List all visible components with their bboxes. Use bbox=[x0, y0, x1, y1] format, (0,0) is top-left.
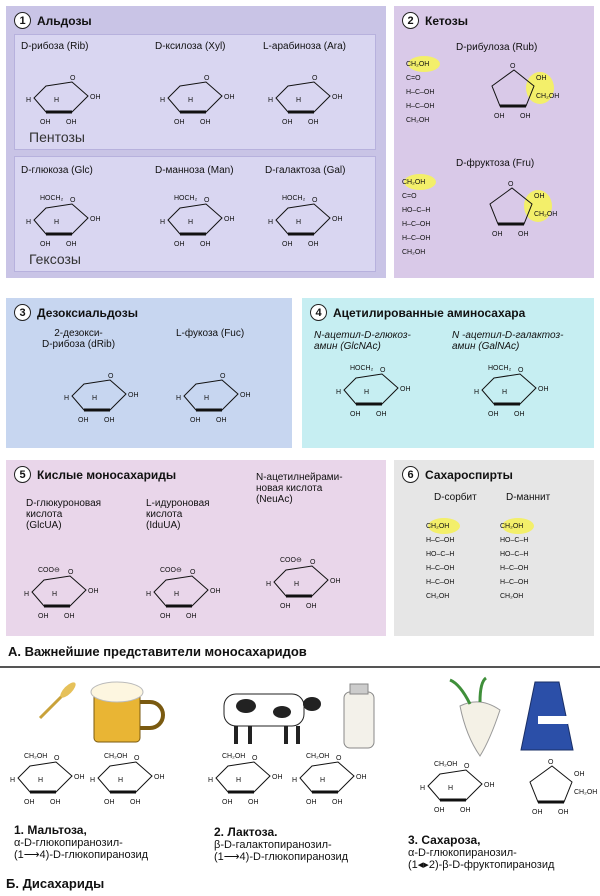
h-atom: H bbox=[420, 785, 426, 792]
oh-group: OH bbox=[64, 613, 75, 620]
oh-group: OH bbox=[200, 119, 211, 126]
h-atom: H bbox=[268, 97, 274, 104]
oh-group: OH bbox=[356, 774, 367, 781]
pentose-structure-1 bbox=[160, 72, 240, 132]
hexose-structure-0 bbox=[26, 194, 106, 254]
oh-group: OH bbox=[128, 392, 139, 399]
ch2oh-group: CH₂OH bbox=[574, 789, 598, 796]
ring bbox=[18, 762, 72, 792]
number-badge: 1 bbox=[14, 12, 31, 29]
oh-group: OH bbox=[434, 807, 445, 814]
neuac-structure bbox=[266, 556, 346, 616]
h-atom: H bbox=[26, 97, 32, 104]
iduua-label: L-идуроновая кислота (IduUA) bbox=[146, 498, 210, 531]
h-atom: H bbox=[208, 777, 214, 784]
number-badge: 6 bbox=[402, 466, 419, 483]
chain-row: CH₂OH bbox=[500, 523, 524, 530]
panel-title: Дезоксиальдозы bbox=[37, 305, 138, 320]
ring bbox=[32, 576, 86, 606]
ring bbox=[300, 762, 354, 792]
lactose-name bbox=[214, 826, 348, 863]
oh-group: OH bbox=[174, 241, 185, 248]
ch2oh-group: HOCH₂ bbox=[282, 195, 306, 202]
ring-oxygen: O bbox=[134, 755, 140, 762]
oh-group: OH bbox=[216, 417, 227, 424]
chain-row: H–C–OH bbox=[426, 565, 455, 572]
ring-oxygen: O bbox=[510, 63, 516, 70]
number-badge: 3 bbox=[14, 304, 31, 321]
oh-group: OH bbox=[532, 809, 543, 816]
ribose-label: D-рибоза (Rib) bbox=[21, 41, 89, 52]
h-atom: H bbox=[188, 97, 194, 104]
mannitol-chain bbox=[496, 520, 556, 630]
oh-group: OH bbox=[514, 411, 525, 418]
chain-row: H–C–OH bbox=[426, 537, 455, 544]
neuac-label: N-ацетилнейрами- новая кислота (NeuAc) bbox=[256, 472, 343, 505]
fucose-structure bbox=[176, 370, 256, 430]
h-atom: H bbox=[26, 219, 32, 226]
oh-group: OH bbox=[104, 799, 115, 806]
deoxyribose-label: 2-дезокси- D-рибоза (dRib) bbox=[42, 328, 116, 350]
pentose-structure-2 bbox=[268, 72, 348, 132]
sucrose-desc: α-D-глюкопиранозил- (1◂▸2)-β-D-фруктопиранозид bbox=[408, 847, 555, 871]
oh-group: OH bbox=[90, 94, 101, 101]
ring bbox=[482, 374, 536, 404]
h-atom: H bbox=[204, 395, 210, 402]
h-atom: H bbox=[364, 389, 370, 396]
h-atom: H bbox=[54, 219, 60, 226]
oh-group: OH bbox=[50, 799, 61, 806]
oh-group: OH bbox=[330, 578, 341, 585]
mannitol-label: D-маннит bbox=[506, 492, 551, 503]
h-atom: H bbox=[52, 591, 58, 598]
beer-mug-icon bbox=[91, 682, 163, 742]
maltose-name bbox=[14, 824, 148, 861]
oh-group: OH bbox=[224, 94, 235, 101]
panel-title: Альдозы bbox=[37, 13, 92, 28]
lactose-ring-1 bbox=[208, 752, 288, 812]
lactose-ring-2 bbox=[292, 752, 372, 812]
glcua-label: D-глюкуроновая кислота (GlcUA) bbox=[26, 498, 102, 531]
number-badge: 5 bbox=[14, 466, 31, 483]
chain-row: H–C–OH bbox=[500, 565, 529, 572]
oh-group: OH bbox=[74, 774, 85, 781]
oh-group: OH bbox=[40, 241, 51, 248]
ring bbox=[184, 380, 238, 410]
glcua-structure bbox=[24, 566, 104, 626]
oh-group: OH bbox=[66, 119, 77, 126]
chain-row: H–C–OH bbox=[426, 579, 455, 586]
ring-oxygen: O bbox=[70, 75, 76, 82]
h-atom: H bbox=[160, 219, 166, 226]
chain-row: HO–C–H bbox=[500, 537, 529, 544]
sugar-beet-icon bbox=[450, 678, 500, 756]
ch2oh-group: CH₂OH bbox=[24, 753, 48, 760]
panel-title: Кетозы bbox=[425, 13, 468, 28]
panel-title: Сахароспирты bbox=[425, 467, 513, 482]
oh-group: OH bbox=[174, 119, 185, 126]
ring-oxygen: O bbox=[508, 181, 514, 188]
hexose-structure-2 bbox=[268, 194, 348, 254]
chain-row: C=O bbox=[406, 75, 421, 82]
oh-group: OH bbox=[538, 386, 549, 393]
oh-group: OH bbox=[574, 771, 585, 778]
glucose-label: D-глюкоза (Glc) bbox=[21, 165, 93, 176]
ring bbox=[34, 204, 88, 234]
h-atom: H bbox=[176, 395, 182, 402]
ring-oxygen: O bbox=[220, 373, 226, 380]
ribulose-label: D-рибулоза (Rub) bbox=[456, 42, 538, 53]
ch2oh-group: CH₂OH bbox=[536, 93, 560, 100]
h-atom: H bbox=[296, 97, 302, 104]
lactose-illustration bbox=[216, 682, 386, 752]
h-atom: H bbox=[268, 219, 274, 226]
hexoses-label: Гексозы bbox=[29, 251, 81, 267]
deoxy-title bbox=[14, 304, 138, 321]
h-atom: H bbox=[236, 777, 242, 784]
chain-row: HO–C–H bbox=[500, 551, 529, 558]
ring-oxygen: O bbox=[548, 759, 554, 766]
pentoses-label: Пентозы bbox=[29, 129, 85, 145]
divider bbox=[0, 666, 600, 668]
ch2oh-group: CH₂OH bbox=[534, 211, 558, 218]
oh-group: OH bbox=[350, 411, 361, 418]
h-atom: H bbox=[92, 395, 98, 402]
fructose-ring bbox=[476, 180, 556, 240]
oh-group: OH bbox=[534, 193, 545, 200]
arabinose-label: L-арабиноза (Ara) bbox=[263, 41, 347, 52]
glcnac-label: N-ацетил-D-глюкоз- амин (GlcNAc) bbox=[314, 330, 411, 352]
xylose-label: D-ксилоза (Xyl) bbox=[155, 41, 226, 52]
h-atom: H bbox=[266, 581, 272, 588]
oh-group: OH bbox=[38, 613, 49, 620]
ring-oxygen: O bbox=[312, 75, 318, 82]
oh-group: OH bbox=[88, 588, 99, 595]
sucrose-title: 3. Сахароза, bbox=[408, 833, 481, 847]
chain-row: C=O bbox=[402, 193, 417, 200]
ring bbox=[34, 82, 88, 112]
section-b-caption: Б. Дисахариды bbox=[6, 876, 105, 891]
ring-oxygen: O bbox=[312, 197, 318, 204]
chain-row: CH₂OH bbox=[426, 523, 450, 530]
pentose-structure-0 bbox=[26, 72, 106, 132]
oh-group: OH bbox=[488, 411, 499, 418]
chain-row: CH₂OH bbox=[406, 61, 430, 68]
milk-bottle-icon bbox=[344, 684, 374, 748]
ring-oxygen: O bbox=[310, 559, 316, 566]
chain-row: CH₂OH bbox=[402, 249, 426, 256]
oh-group: OH bbox=[160, 613, 171, 620]
h-atom: H bbox=[292, 777, 298, 784]
acidic-title bbox=[14, 466, 176, 483]
chain-row: HO–C–H bbox=[426, 551, 455, 558]
ring bbox=[168, 82, 222, 112]
chain-row: H–C–OH bbox=[402, 221, 431, 228]
ch2oh-group: HOCH₂ bbox=[40, 195, 64, 202]
sorbitol-label: D-сорбит bbox=[434, 492, 477, 503]
hexose-structure-1 bbox=[160, 194, 240, 254]
h-atom: H bbox=[320, 777, 326, 784]
sorbitol-chain bbox=[422, 520, 482, 630]
ch2oh-group: HOCH₂ bbox=[174, 195, 198, 202]
h-atom: H bbox=[64, 395, 70, 402]
oh-group: OH bbox=[332, 94, 343, 101]
h-atom: H bbox=[160, 97, 166, 104]
ring bbox=[98, 762, 152, 792]
sugar-package-icon bbox=[521, 682, 573, 750]
oh-group: OH bbox=[400, 386, 411, 393]
sucrose-ring-2 bbox=[516, 758, 596, 818]
h-atom: H bbox=[38, 777, 44, 784]
chain-row: H–C–OH bbox=[402, 235, 431, 242]
ring-oxygen: O bbox=[336, 755, 342, 762]
chain-row: CH₂OH bbox=[406, 117, 430, 124]
lactose-title: 2. Лактоза. bbox=[214, 825, 278, 839]
oh-group: OH bbox=[484, 782, 495, 789]
maltose-ring-1 bbox=[10, 752, 90, 812]
chain-row: HO–C–H bbox=[402, 207, 431, 214]
oh-group: OH bbox=[40, 119, 51, 126]
sucrose-illustration bbox=[440, 676, 590, 756]
ch2oh-group: CH₂OH bbox=[434, 761, 458, 768]
chain-row: H–C–OH bbox=[406, 89, 435, 96]
oh-group: OH bbox=[66, 241, 77, 248]
maltose-title: 1. Мальтоза, bbox=[14, 823, 87, 837]
oh-group: OH bbox=[186, 613, 197, 620]
sucrose-name bbox=[408, 834, 554, 871]
ring bbox=[274, 566, 328, 596]
chain-row: H–C–OH bbox=[406, 103, 435, 110]
oh-group: OH bbox=[460, 807, 471, 814]
ch2oh-group: COO⊖ bbox=[38, 567, 60, 574]
maltose-illustration bbox=[30, 678, 190, 748]
ch2oh-group: HOCH₂ bbox=[350, 365, 374, 372]
oh-group: OH bbox=[332, 799, 343, 806]
cow-icon bbox=[224, 694, 321, 744]
fucose-label: L-фукоза (Fuc) bbox=[176, 328, 245, 339]
ring-oxygen: O bbox=[518, 367, 524, 374]
oh-group: OH bbox=[536, 75, 547, 82]
chain-row: CH₂OH bbox=[402, 179, 426, 186]
oh-group: OH bbox=[240, 392, 251, 399]
panel-title: Ацетилированные аминосахара bbox=[333, 305, 526, 320]
fructose-label: D-фруктоза (Fru) bbox=[456, 158, 535, 169]
oh-group: OH bbox=[210, 588, 221, 595]
h-atom: H bbox=[296, 219, 302, 226]
ch2oh-group: COO⊖ bbox=[160, 567, 182, 574]
h-atom: H bbox=[474, 389, 480, 396]
ring bbox=[530, 766, 572, 802]
lactose-desc: β-D-галактопиранозил- (1⟶4)-D-глюкопиранозид bbox=[214, 839, 349, 863]
sucrose-ring-1 bbox=[420, 760, 500, 820]
ring-oxygen: O bbox=[54, 755, 60, 762]
mannose-label: D-манноза (Man) bbox=[155, 165, 234, 176]
chain-row: H–C–OH bbox=[500, 579, 529, 586]
galnac-structure bbox=[474, 364, 554, 424]
oh-group: OH bbox=[78, 417, 89, 424]
chain-row: CH₂OH bbox=[500, 593, 524, 600]
oh-group: OH bbox=[24, 799, 35, 806]
wheat-icon bbox=[40, 680, 78, 718]
ch2oh-group: CH₂OH bbox=[104, 753, 128, 760]
oh-group: OH bbox=[518, 231, 529, 238]
panel-title: Кислые моносахариды bbox=[37, 467, 177, 482]
oh-group: OH bbox=[224, 216, 235, 223]
h-atom: H bbox=[174, 591, 180, 598]
ribulose-ring bbox=[478, 62, 558, 122]
ring bbox=[276, 82, 330, 112]
section-a-caption: А. Важнейшие представители моносахаридов bbox=[8, 644, 307, 659]
ring-oxygen: O bbox=[204, 197, 210, 204]
galactose-label: D-галактоза (Gal) bbox=[265, 165, 346, 176]
oh-group: OH bbox=[248, 799, 259, 806]
oh-group: OH bbox=[494, 113, 505, 120]
h-atom: H bbox=[54, 97, 60, 104]
glcnac-structure bbox=[336, 364, 416, 424]
oh-group: OH bbox=[332, 216, 343, 223]
ring bbox=[276, 204, 330, 234]
ring-oxygen: O bbox=[190, 569, 196, 576]
ring-oxygen: O bbox=[252, 755, 258, 762]
oh-group: OH bbox=[306, 799, 317, 806]
h-atom: H bbox=[188, 219, 194, 226]
h-atom: H bbox=[294, 581, 300, 588]
oh-group: OH bbox=[280, 603, 291, 610]
ring bbox=[72, 380, 126, 410]
oh-group: OH bbox=[200, 241, 211, 248]
oh-group: OH bbox=[520, 113, 531, 120]
oh-group: OH bbox=[308, 241, 319, 248]
oh-group: OH bbox=[282, 119, 293, 126]
h-atom: H bbox=[10, 777, 16, 784]
ring bbox=[216, 762, 270, 792]
ring-oxygen: O bbox=[204, 75, 210, 82]
oh-group: OH bbox=[558, 809, 569, 816]
aminosugars-title bbox=[310, 304, 525, 321]
ring-oxygen: O bbox=[464, 763, 470, 770]
oh-group: OH bbox=[376, 411, 387, 418]
alcohols-title bbox=[402, 466, 513, 483]
aldoses-title bbox=[14, 12, 92, 29]
oh-group: OH bbox=[282, 241, 293, 248]
number-badge: 4 bbox=[310, 304, 327, 321]
galnac-label: N -ацетил-D-галактоз- амин (GalNAc) bbox=[452, 330, 564, 352]
oh-group: OH bbox=[154, 774, 165, 781]
ch2oh-group: COO⊖ bbox=[280, 557, 302, 564]
ring-oxygen: O bbox=[68, 569, 74, 576]
ketoses-title bbox=[402, 12, 468, 29]
ring-oxygen: O bbox=[108, 373, 114, 380]
h-atom: H bbox=[118, 777, 124, 784]
ch2oh-group: CH₂OH bbox=[222, 753, 246, 760]
ring-oxygen: O bbox=[380, 367, 386, 374]
ring bbox=[344, 374, 398, 404]
h-atom: H bbox=[336, 389, 342, 396]
ch2oh-group: CH₂OH bbox=[306, 753, 330, 760]
number-badge: 2 bbox=[402, 12, 419, 29]
chain-row: CH₂OH bbox=[426, 593, 450, 600]
oh-group: OH bbox=[222, 799, 233, 806]
iduua-structure bbox=[146, 566, 226, 626]
ring-oxygen: O bbox=[70, 197, 76, 204]
h-atom: H bbox=[24, 591, 30, 598]
ring bbox=[168, 204, 222, 234]
ring bbox=[428, 770, 482, 800]
oh-group: OH bbox=[130, 799, 141, 806]
h-atom: H bbox=[90, 777, 96, 784]
oh-group: OH bbox=[308, 119, 319, 126]
oh-group: OH bbox=[104, 417, 115, 424]
oh-group: OH bbox=[90, 216, 101, 223]
ribulose-chain bbox=[402, 58, 462, 168]
ring bbox=[154, 576, 208, 606]
oh-group: OH bbox=[272, 774, 283, 781]
h-atom: H bbox=[448, 785, 454, 792]
ch2oh-group: HOCH₂ bbox=[488, 365, 512, 372]
oh-group: OH bbox=[306, 603, 317, 610]
h-atom: H bbox=[146, 591, 152, 598]
oh-group: OH bbox=[492, 231, 503, 238]
deoxyribose-structure bbox=[64, 370, 144, 430]
fructose-chain bbox=[398, 176, 458, 286]
maltose-ring-2 bbox=[90, 752, 170, 812]
maltose-desc: α-D-глюкопиранозил- (1⟶4)-D-глюкопиранозид bbox=[14, 837, 149, 861]
h-atom: H bbox=[502, 389, 508, 396]
oh-group: OH bbox=[190, 417, 201, 424]
